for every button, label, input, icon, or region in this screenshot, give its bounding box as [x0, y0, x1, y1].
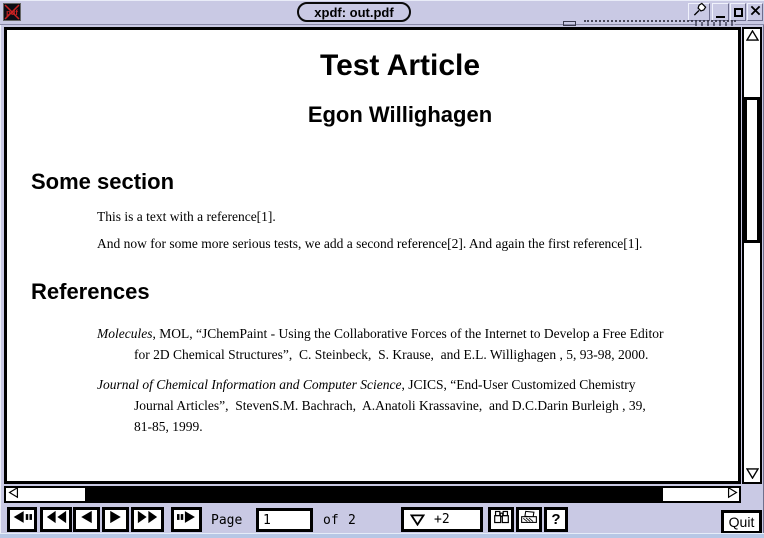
section-heading: Some section [31, 169, 175, 194]
next-page-button[interactable] [102, 507, 129, 532]
total-pages: 2 [348, 513, 356, 528]
references-heading: References [31, 279, 150, 304]
reference-entry: for 2D Chemical Structures”, C. Steinbeck, S. Krause, and E.L. Willighagen , 5, 93-98, 2000. [134, 347, 649, 362]
find-button[interactable] [488, 507, 514, 532]
history-forward-button[interactable] [171, 507, 202, 532]
prev-page-button[interactable] [73, 507, 100, 532]
article-author: Egon Willighagen [307, 102, 493, 127]
maximize-button[interactable] [730, 3, 746, 21]
minimize-icon [716, 16, 725, 18]
up-arrow-icon [746, 28, 759, 46]
pin-button[interactable] [688, 3, 710, 21]
of-label: of [323, 513, 339, 528]
zoom-select[interactable] [401, 507, 483, 532]
right-arrow-icon [727, 486, 738, 504]
body-paragraph: And now for some more serious tests, we add a second reference[2]. And again the first reference[1]. [97, 236, 643, 251]
maximize-icon [734, 8, 743, 17]
history-back-button[interactable] [7, 507, 37, 532]
prev-10-pages-button[interactable] [40, 507, 72, 532]
page-number-input[interactable] [256, 508, 313, 532]
quit-button[interactable]: Quit [721, 510, 762, 534]
history-back-icon [12, 510, 32, 529]
article-title: Test Article [319, 49, 481, 82]
window-bottom-edge [0, 533, 764, 538]
left-arrow-icon [8, 486, 19, 504]
scroll-down-button[interactable] [744, 467, 760, 482]
minimize-button[interactable] [712, 3, 729, 21]
window-title: xpdf: out.pdf [297, 2, 411, 22]
horizontal-scrollbar[interactable] [4, 486, 741, 503]
about-button[interactable]: ? [544, 507, 568, 532]
close-icon [750, 3, 761, 21]
reference-entry: 81-85, 1999. [134, 419, 203, 434]
print-button[interactable] [516, 507, 542, 532]
journal-name: Journal of Chemical Information and Computer Science [97, 377, 402, 392]
scroll-left-button[interactable] [6, 488, 20, 501]
reference-entry: Journal Articles”, StevenS.M. Bachrach, A.Anatoli Krassavine, and D.C.Darin Burleigh , 39, [134, 398, 646, 413]
xpdf-logo-icon[interactable] [3, 3, 21, 21]
prev-page-icon [80, 510, 93, 529]
horizontal-scroll-thumb[interactable] [85, 488, 663, 501]
page-label: Page [211, 513, 243, 528]
svg-text:pdf: pdf [6, 8, 18, 17]
dropdown-triangle-icon [410, 514, 425, 526]
background-window-artifact [695, 22, 735, 26]
pushpin-icon [692, 2, 707, 22]
reference-entry: Journal of Chemical Information and Computer Science, JCICS, “End-User Customized Chemistry [97, 377, 636, 392]
background-window-artifact [563, 21, 576, 26]
journal-name: Molecules [97, 326, 153, 341]
scroll-up-button[interactable] [744, 29, 760, 44]
history-forward-icon [177, 510, 197, 529]
body-paragraph: This is a text with a reference[1]. [97, 209, 276, 224]
next-10-pages-icon [137, 510, 158, 529]
scroll-right-button[interactable] [725, 488, 739, 501]
close-button[interactable] [747, 3, 763, 21]
binoculars-icon [493, 510, 510, 529]
next-10-pages-button[interactable] [131, 507, 164, 532]
vertical-scroll-thumb[interactable] [744, 97, 760, 243]
vertical-scrollbar[interactable] [742, 27, 762, 484]
reference-entry: Molecules, MOL, “JChemPaint - Using the Collaborative Forces of the Internet to Develop a Free Editor [97, 326, 664, 341]
next-page-icon [109, 510, 122, 529]
down-arrow-icon [746, 466, 759, 484]
prev-10-pages-icon [46, 510, 67, 529]
printer-icon [520, 510, 538, 530]
zoom-value: +2 [434, 512, 450, 527]
document-page [4, 27, 741, 484]
